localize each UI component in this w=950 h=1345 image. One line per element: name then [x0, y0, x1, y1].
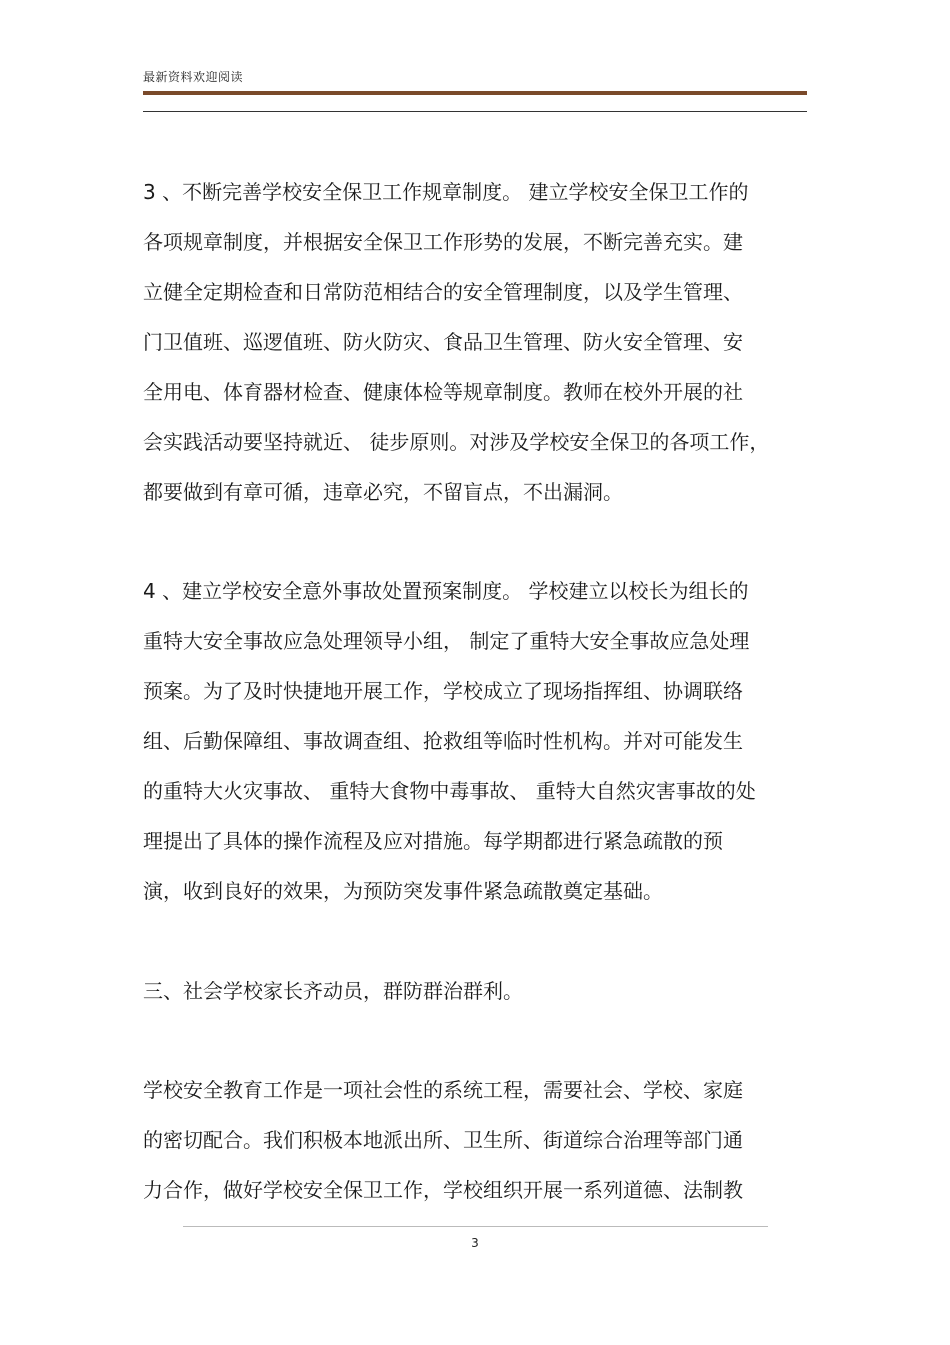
header-rule-thick	[143, 91, 807, 95]
paragraph-line: 力合作，做好学校安全保卫工作，学校组织开展一系列道德、法制教	[143, 1178, 743, 1202]
paragraph-line: 理提出了具体的操作流程及应对措施。每学期都进行紧急疏散的预	[143, 829, 723, 853]
paragraph-line: 的重特大火灾事故、 重特大食物中毒事故、 重特大自然灾害事故的处	[143, 779, 756, 803]
paragraph-line: 3 、不断完善学校安全保卫工作规章制度。 建立学校安全保卫工作的	[143, 180, 749, 204]
paragraph-line: 全用电、体育器材检查、健康体检等规章制度。教师在校外开展的社	[143, 380, 743, 404]
paragraph-line: 演，收到良好的效果，为预防突发事件紧急疏散奠定基础。	[143, 879, 663, 903]
paragraph-3	[143, 1065, 803, 1215]
page-header: 最新资料欢迎阅读	[143, 70, 244, 84]
header-rule-thin	[143, 111, 807, 112]
paragraph-line: 4 、建立学校安全意外事故处置预案制度。 学校建立以校长为组长的	[143, 579, 749, 603]
paragraph-line: 重特大安全事故应急处理领导小组， 制定了重特大安全事故应急处理	[143, 629, 750, 653]
paragraph-2	[143, 566, 803, 916]
paragraph-line: 立健全定期检查和日常防范相结合的安全管理制度，以及学生管理、	[143, 280, 743, 304]
paragraph-1	[143, 167, 803, 517]
footer-rule	[183, 1226, 768, 1227]
paragraph-line: 会实践活动要坚持就近、 徒步原则。对涉及学校安全保卫的各项工作，	[143, 430, 770, 454]
paragraph-line: 组、后勤保障组、事故调查组、抢救组等临时性机构。并对可能发生	[143, 729, 743, 753]
paragraph-line: 的密切配合。我们积极本地派出所、卫生所、街道综合治理等部门通	[143, 1128, 743, 1152]
page-number: 3	[471, 1236, 479, 1250]
paragraph-line: 都要做到有章可循，违章必究，不留盲点，不出漏洞。	[143, 480, 623, 504]
section-heading	[143, 966, 803, 1016]
paragraph-line: 预案。为了及时快捷地开展工作，学校成立了现场指挥组、协调联络	[143, 679, 743, 703]
section-heading-text: 三、社会学校家长齐动员，群防群治群利。	[143, 979, 523, 1003]
paragraph-line: 门卫值班、巡逻值班、防火防灾、食品卫生管理、防火安全管理、安	[143, 330, 743, 354]
paragraph-line: 学校安全教育工作是一项社会性的系统工程，需要社会、学校、家庭	[143, 1078, 743, 1102]
paragraph-line: 各项规章制度，并根据安全保卫工作形势的发展，不断完善充实。建	[143, 230, 743, 254]
